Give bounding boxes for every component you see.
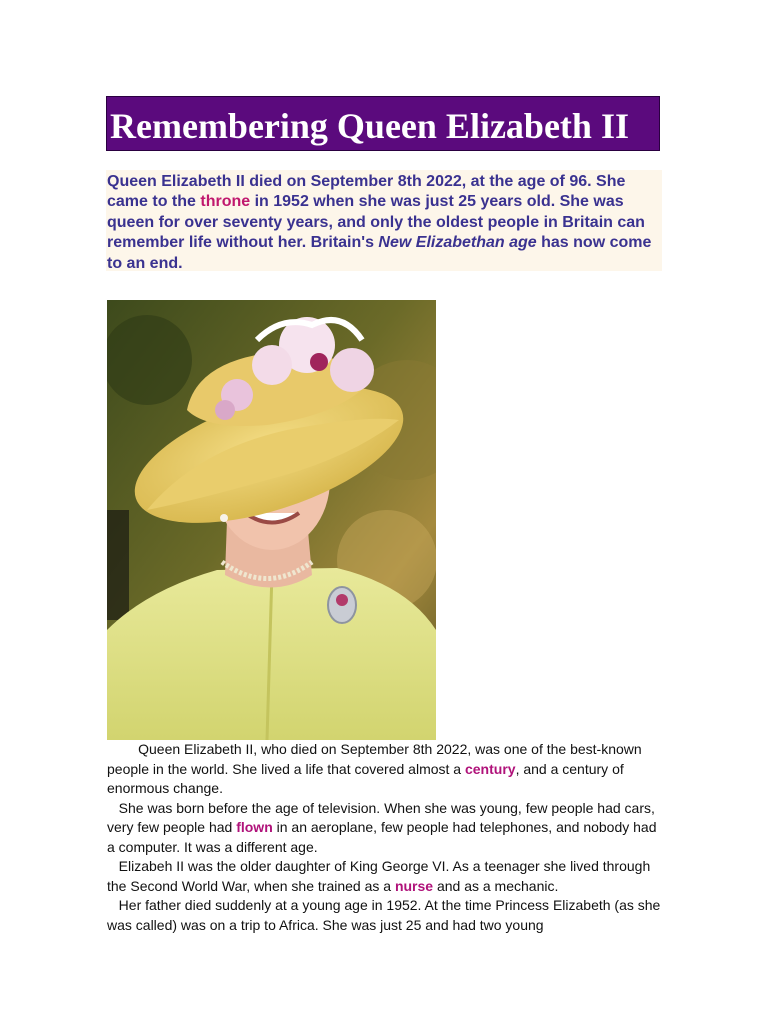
intro-highlight-throne: throne bbox=[200, 193, 251, 211]
page-title: Remembering Queen Elizabeth II bbox=[110, 106, 629, 146]
article-body bbox=[107, 740, 663, 935]
p3-text-before: Elizabeh II was the older daughter of King George VI. As a teenager she lived through the Second World War, when she trained as a bbox=[107, 858, 651, 894]
intro-italic-phrase: New Elizabethan age bbox=[378, 234, 537, 252]
p1-text-after: , and a century of enormous change. bbox=[107, 760, 624, 796]
queen-portrait-photo bbox=[107, 300, 436, 740]
intro-paragraph bbox=[106, 170, 662, 271]
keyword-nurse: nurse bbox=[394, 877, 434, 894]
paragraph-2 bbox=[107, 799, 663, 858]
p2-text-before: She was born before the age of television. When she was young, few people had cars, very few people had bbox=[107, 799, 655, 835]
keyword-century: century bbox=[464, 760, 516, 777]
intro-text-1: Queen Elizabeth II died on September 8th 2022, at the age of 96. She came to the bbox=[107, 173, 626, 211]
intro-text-2: in 1952 when she was just 25 years old. She was queen for over seventy years, and only the oldest people in Britain can remember life without her. Britain's bbox=[107, 193, 645, 252]
p2-text-after: in an aeroplane, few people had telephones, and nobody had a computer. It was a different age. bbox=[107, 819, 657, 855]
p1-text-before: Queen Elizabeth II, who died on September 8th 2022, was one of the best-known people in the world. She lived a life that covered almost a bbox=[107, 741, 642, 777]
title-banner bbox=[106, 96, 660, 151]
paragraph-3 bbox=[107, 857, 663, 896]
paragraph-1 bbox=[107, 740, 663, 799]
p4-text: Her father died suddenly at a young age in 1952. At the time Princess Elizabeth (as she was called) was on a trip to Africa. She was just 25 and had two young bbox=[107, 897, 661, 933]
keyword-flown: flown bbox=[236, 819, 273, 835]
p3-text-after: and as a mechanic. bbox=[433, 877, 559, 894]
intro-text-3: has now come to an end. bbox=[107, 234, 652, 272]
paragraph-4 bbox=[107, 896, 663, 935]
